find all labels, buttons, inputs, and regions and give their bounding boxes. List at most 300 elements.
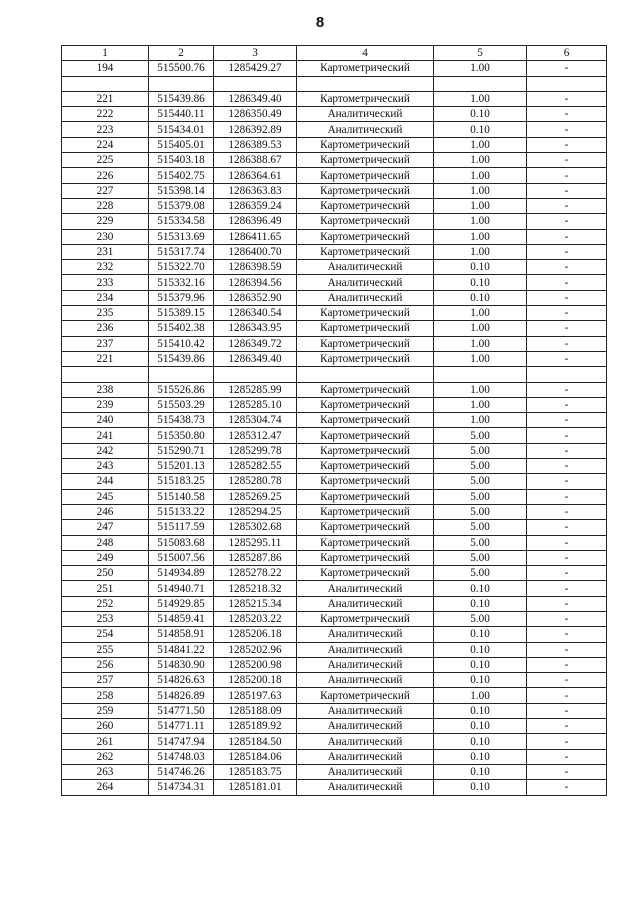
table-cell: 1.00 <box>434 306 527 321</box>
table-row <box>62 275 607 290</box>
table-cell: 515133.22 <box>149 504 214 519</box>
table-cell: Картометрический <box>297 321 434 336</box>
table-cell: 515402.75 <box>149 168 214 183</box>
table-row <box>62 535 607 550</box>
table-cell: 1.00 <box>434 153 527 168</box>
table-cell: - <box>527 780 607 795</box>
table-cell: Аналитический <box>297 764 434 779</box>
table-cell: 514734.31 <box>149 780 214 795</box>
table-cell: - <box>527 657 607 672</box>
table-cell: Картометрический <box>297 229 434 244</box>
table-cell: - <box>527 719 607 734</box>
table-cell: - <box>527 229 607 244</box>
column-header: 1 <box>62 46 149 61</box>
table-row <box>62 367 607 382</box>
table-cell: 1285299.78 <box>214 443 297 458</box>
table-cell: 238 <box>62 382 149 397</box>
table-cell: 514748.03 <box>149 749 214 764</box>
table-cell: 253 <box>62 611 149 626</box>
table-cell: 257 <box>62 673 149 688</box>
column-header: 5 <box>434 46 527 61</box>
table-cell: 252 <box>62 596 149 611</box>
table-cell: 1285200.98 <box>214 657 297 672</box>
table-cell: - <box>527 321 607 336</box>
table-cell: - <box>527 382 607 397</box>
table-cell: 0.10 <box>434 657 527 672</box>
table-cell: - <box>527 749 607 764</box>
table-cell: - <box>527 336 607 351</box>
table-cell: 1285184.50 <box>214 734 297 749</box>
table-cell: 1.00 <box>434 321 527 336</box>
table-row <box>62 351 607 366</box>
table-cell: Картометрический <box>297 535 434 550</box>
table-cell: 0.10 <box>434 749 527 764</box>
table-cell: 1286349.40 <box>214 91 297 106</box>
table-cell: 1285202.96 <box>214 642 297 657</box>
page-number: 8 <box>315 14 325 31</box>
table-cell: - <box>527 596 607 611</box>
table-cell: Картометрический <box>297 566 434 581</box>
table-row <box>62 229 607 244</box>
table-cell: 515290.71 <box>149 443 214 458</box>
table-cell: 1285312.47 <box>214 428 297 443</box>
table-cell <box>214 76 297 91</box>
table-cell: Картометрический <box>297 244 434 259</box>
table-cell: - <box>527 535 607 550</box>
table-cell: 1286392.89 <box>214 122 297 137</box>
table-cell: 240 <box>62 413 149 428</box>
table-cell: 0.10 <box>434 719 527 734</box>
table-cell: 1285183.75 <box>214 764 297 779</box>
table-cell: Картометрический <box>297 428 434 443</box>
table-cell: - <box>527 137 607 152</box>
table-cell: 515317.74 <box>149 244 214 259</box>
table-cell: 194 <box>62 61 149 76</box>
table-cell: 515313.69 <box>149 229 214 244</box>
table-cell: 514841.22 <box>149 642 214 657</box>
table-cell: 229 <box>62 214 149 229</box>
table-cell: 1285295.11 <box>214 535 297 550</box>
table-cell: 1.00 <box>434 382 527 397</box>
table-cell: 1285269.25 <box>214 489 297 504</box>
table-cell: - <box>527 153 607 168</box>
table-cell: Аналитический <box>297 596 434 611</box>
table-cell: 1285294.25 <box>214 504 297 519</box>
table-cell: 515140.58 <box>149 489 214 504</box>
table-row <box>62 504 607 519</box>
table-cell: 0.10 <box>434 275 527 290</box>
table-cell: 1286400.70 <box>214 244 297 259</box>
table-cell: 226 <box>62 168 149 183</box>
table-cell: - <box>527 244 607 259</box>
table-cell: Аналитический <box>297 642 434 657</box>
table-cell: Аналитический <box>297 581 434 596</box>
table-cell: Картометрический <box>297 474 434 489</box>
table-cell: 515398.14 <box>149 183 214 198</box>
table-row <box>62 168 607 183</box>
table-cell: 515379.96 <box>149 290 214 305</box>
table-row <box>62 428 607 443</box>
table-cell: 1286398.59 <box>214 260 297 275</box>
table-cell: 241 <box>62 428 149 443</box>
table-cell: 1285206.18 <box>214 627 297 642</box>
table-row <box>62 290 607 305</box>
table-cell: 0.10 <box>434 581 527 596</box>
table-cell: - <box>527 122 607 137</box>
table-cell: 0.10 <box>434 627 527 642</box>
table-cell: 232 <box>62 260 149 275</box>
table-cell: 254 <box>62 627 149 642</box>
table-cell: 5.00 <box>434 443 527 458</box>
table-cell: - <box>527 688 607 703</box>
table-cell: 259 <box>62 703 149 718</box>
table-cell: 234 <box>62 290 149 305</box>
table-row <box>62 336 607 351</box>
table-cell: Картометрический <box>297 168 434 183</box>
table-row <box>62 642 607 657</box>
table-cell: 251 <box>62 581 149 596</box>
table-row <box>62 611 607 626</box>
table-cell: 255 <box>62 642 149 657</box>
table-cell: 1.00 <box>434 168 527 183</box>
table-cell: 1.00 <box>434 183 527 198</box>
table-row <box>62 122 607 137</box>
table-cell: 515439.86 <box>149 351 214 366</box>
table-cell: 1286388.67 <box>214 153 297 168</box>
table-row <box>62 183 607 198</box>
table-cell: 225 <box>62 153 149 168</box>
table-row <box>62 413 607 428</box>
table-row <box>62 214 607 229</box>
table-cell: 1285280.78 <box>214 474 297 489</box>
table-cell: 5.00 <box>434 535 527 550</box>
table-cell: - <box>527 198 607 213</box>
table-cell: Картометрический <box>297 336 434 351</box>
table-cell: 515503.29 <box>149 397 214 412</box>
table-cell: 264 <box>62 780 149 795</box>
table-cell: 514830.90 <box>149 657 214 672</box>
table-cell: 1.00 <box>434 351 527 366</box>
table-cell: 262 <box>62 749 149 764</box>
table-cell: 0.10 <box>434 290 527 305</box>
table-cell: 5.00 <box>434 504 527 519</box>
column-header: 6 <box>527 46 607 61</box>
table-cell: 0.10 <box>434 734 527 749</box>
table-cell: 515440.11 <box>149 107 214 122</box>
table-cell: 1286340.54 <box>214 306 297 321</box>
table-cell: 1.00 <box>434 91 527 106</box>
table-cell: 515117.59 <box>149 520 214 535</box>
table-cell: Картометрический <box>297 611 434 626</box>
table-cell: 1.00 <box>434 214 527 229</box>
table-cell: - <box>527 443 607 458</box>
table-cell: 1286359.24 <box>214 198 297 213</box>
table-cell: 1285203.22 <box>214 611 297 626</box>
table-cell <box>527 76 607 91</box>
table-cell: 515438.73 <box>149 413 214 428</box>
table-row <box>62 153 607 168</box>
table-cell: - <box>527 581 607 596</box>
table-cell: 1.00 <box>434 244 527 259</box>
table-cell: Аналитический <box>297 260 434 275</box>
table-row <box>62 61 607 76</box>
table-cell: 515201.13 <box>149 459 214 474</box>
table-row <box>62 673 607 688</box>
table-row <box>62 719 607 734</box>
table-body <box>62 46 607 796</box>
table-row <box>62 397 607 412</box>
table-cell: 515332.16 <box>149 275 214 290</box>
table-cell: - <box>527 474 607 489</box>
table-cell: 256 <box>62 657 149 672</box>
table-cell: 1286394.56 <box>214 275 297 290</box>
table-row <box>62 474 607 489</box>
table-cell: 0.10 <box>434 764 527 779</box>
table-cell: - <box>527 306 607 321</box>
table-row <box>62 459 607 474</box>
table-cell: - <box>527 397 607 412</box>
table-cell: 248 <box>62 535 149 550</box>
table-cell: 5.00 <box>434 520 527 535</box>
table-cell: 514826.89 <box>149 688 214 703</box>
table-row <box>62 520 607 535</box>
table-cell: 222 <box>62 107 149 122</box>
table-cell: 233 <box>62 275 149 290</box>
table-cell: 1285278.22 <box>214 566 297 581</box>
table-cell: 1285302.68 <box>214 520 297 535</box>
table-cell: 242 <box>62 443 149 458</box>
table-cell: Картометрический <box>297 351 434 366</box>
table-cell: 1285218.32 <box>214 581 297 596</box>
table-cell: 1285282.55 <box>214 459 297 474</box>
table-cell <box>62 76 149 91</box>
table-cell: - <box>527 260 607 275</box>
table-cell: - <box>527 214 607 229</box>
table-cell: 1.00 <box>434 336 527 351</box>
table-cell: 1.00 <box>434 229 527 244</box>
table-row <box>62 581 607 596</box>
table-cell: 5.00 <box>434 474 527 489</box>
table-cell <box>297 367 434 382</box>
table-cell: 514858.91 <box>149 627 214 642</box>
table-cell: 514771.50 <box>149 703 214 718</box>
table-row <box>62 566 607 581</box>
table-header-row <box>62 46 607 61</box>
table-cell <box>214 367 297 382</box>
table-cell: - <box>527 566 607 581</box>
table-cell: Картометрический <box>297 198 434 213</box>
table-row <box>62 688 607 703</box>
table-cell: 221 <box>62 91 149 106</box>
table-cell: - <box>527 734 607 749</box>
table-cell: 515007.56 <box>149 550 214 565</box>
table-cell: 1285215.34 <box>214 596 297 611</box>
table-cell: 236 <box>62 321 149 336</box>
table-cell: 1285429.27 <box>214 61 297 76</box>
table-cell: 1286350.49 <box>214 107 297 122</box>
table-cell: Аналитический <box>297 275 434 290</box>
table-cell: 1286349.72 <box>214 336 297 351</box>
table-cell: 249 <box>62 550 149 565</box>
table-cell: 258 <box>62 688 149 703</box>
table-cell: 5.00 <box>434 428 527 443</box>
table-cell: - <box>527 428 607 443</box>
table-cell: Картометрический <box>297 214 434 229</box>
table-cell: 1286411.65 <box>214 229 297 244</box>
table-cell <box>434 367 527 382</box>
table-cell: 0.10 <box>434 260 527 275</box>
table-cell: 1285285.99 <box>214 382 297 397</box>
table-cell: 515403.18 <box>149 153 214 168</box>
table-cell: - <box>527 290 607 305</box>
table-cell: 1285181.01 <box>214 780 297 795</box>
table-cell <box>149 76 214 91</box>
table-cell: - <box>527 61 607 76</box>
table-cell: 514746.26 <box>149 764 214 779</box>
table-cell: 5.00 <box>434 611 527 626</box>
table-row <box>62 749 607 764</box>
table-cell: 0.10 <box>434 673 527 688</box>
table-cell: - <box>527 107 607 122</box>
table-row <box>62 489 607 504</box>
table-cell: 1285188.09 <box>214 703 297 718</box>
table-cell: 1.00 <box>434 688 527 703</box>
table-cell: 515402.38 <box>149 321 214 336</box>
table-cell: - <box>527 627 607 642</box>
table-cell: 263 <box>62 764 149 779</box>
table-cell: Картометрический <box>297 520 434 535</box>
table-cell: 243 <box>62 459 149 474</box>
table-cell: 239 <box>62 397 149 412</box>
table-cell: 515083.68 <box>149 535 214 550</box>
table-cell <box>434 76 527 91</box>
table-cell: 221 <box>62 351 149 366</box>
table-cell: - <box>527 183 607 198</box>
table-cell: 514934.89 <box>149 566 214 581</box>
table-cell: - <box>527 91 607 106</box>
table-row <box>62 244 607 259</box>
table-cell: 515379.08 <box>149 198 214 213</box>
table-cell: 228 <box>62 198 149 213</box>
table-cell: 1286349.40 <box>214 351 297 366</box>
table-cell: 1286343.95 <box>214 321 297 336</box>
table-cell: Аналитический <box>297 780 434 795</box>
table-row <box>62 780 607 795</box>
table-cell: Картометрический <box>297 382 434 397</box>
table-cell: 1.00 <box>434 397 527 412</box>
table-cell: 247 <box>62 520 149 535</box>
table-cell: - <box>527 275 607 290</box>
table-cell: 1285287.86 <box>214 550 297 565</box>
table-cell: 0.10 <box>434 642 527 657</box>
table-cell: Картометрический <box>297 688 434 703</box>
table-cell: 514929.85 <box>149 596 214 611</box>
table-cell: Картометрический <box>297 397 434 412</box>
table-row <box>62 596 607 611</box>
table-cell: 514747.94 <box>149 734 214 749</box>
table-cell: Картометрический <box>297 91 434 106</box>
table-cell: Аналитический <box>297 122 434 137</box>
table-cell: 515389.15 <box>149 306 214 321</box>
table-cell: 5.00 <box>434 459 527 474</box>
table-row <box>62 107 607 122</box>
table-cell: 245 <box>62 489 149 504</box>
table-cell: 515434.01 <box>149 122 214 137</box>
table-cell: - <box>527 520 607 535</box>
table-cell: 231 <box>62 244 149 259</box>
table-row <box>62 306 607 321</box>
table-cell: 515500.76 <box>149 61 214 76</box>
table-cell: Картометрический <box>297 459 434 474</box>
table-cell: 1285285.10 <box>214 397 297 412</box>
table-cell: 1.00 <box>434 198 527 213</box>
table-row <box>62 657 607 672</box>
table-cell: 244 <box>62 474 149 489</box>
table-cell: 237 <box>62 336 149 351</box>
table-cell: Аналитический <box>297 703 434 718</box>
table-cell: 515526.86 <box>149 382 214 397</box>
table-cell: 515350.80 <box>149 428 214 443</box>
table-cell: 0.10 <box>434 703 527 718</box>
table-row <box>62 627 607 642</box>
table-cell: Аналитический <box>297 290 434 305</box>
table-cell: 515439.86 <box>149 91 214 106</box>
table-cell: Аналитический <box>297 657 434 672</box>
table-cell: 514859.41 <box>149 611 214 626</box>
table-cell: 514771.11 <box>149 719 214 734</box>
table-cell: 1285189.92 <box>214 719 297 734</box>
table-cell: 1.00 <box>434 137 527 152</box>
table-cell: - <box>527 413 607 428</box>
table-cell: - <box>527 550 607 565</box>
table-cell: - <box>527 459 607 474</box>
table-cell: - <box>527 504 607 519</box>
table-cell: Картометрический <box>297 504 434 519</box>
table-cell: 1285200.18 <box>214 673 297 688</box>
table-cell <box>62 367 149 382</box>
table-cell: 515183.25 <box>149 474 214 489</box>
table-cell: 223 <box>62 122 149 137</box>
table-cell: 230 <box>62 229 149 244</box>
table-cell <box>149 367 214 382</box>
table-cell: 515405.01 <box>149 137 214 152</box>
table-cell: 227 <box>62 183 149 198</box>
table-cell: 0.10 <box>434 122 527 137</box>
table-cell: Картометрический <box>297 137 434 152</box>
table-cell: 260 <box>62 719 149 734</box>
table-cell: 1286352.90 <box>214 290 297 305</box>
table-cell: Аналитический <box>297 734 434 749</box>
table-cell: 0.10 <box>434 107 527 122</box>
table-cell: 515322.70 <box>149 260 214 275</box>
table-cell: 514826.63 <box>149 673 214 688</box>
table-row <box>62 764 607 779</box>
column-header: 4 <box>297 46 434 61</box>
table-cell: Аналитический <box>297 107 434 122</box>
table-cell: 1286363.83 <box>214 183 297 198</box>
table-row <box>62 382 607 397</box>
table-cell: - <box>527 642 607 657</box>
table-cell: - <box>527 351 607 366</box>
table-cell: - <box>527 764 607 779</box>
table-cell: Картометрический <box>297 489 434 504</box>
table-cell: 514940.71 <box>149 581 214 596</box>
table-cell: 515334.58 <box>149 214 214 229</box>
table-cell: 515410.42 <box>149 336 214 351</box>
table-cell: 1286364.61 <box>214 168 297 183</box>
table-cell: - <box>527 168 607 183</box>
table-cell: Картометрический <box>297 550 434 565</box>
